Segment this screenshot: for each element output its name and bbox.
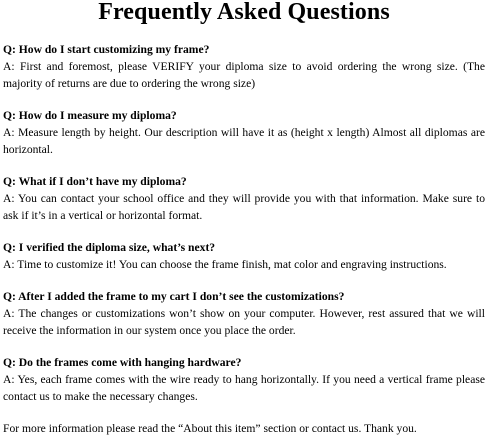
page-title: Frequently Asked Questions (98, 0, 390, 25)
faq-question: Q: Do the frames come with hanging hardware? (3, 356, 242, 369)
faq-answer: A: First and foremost, please VERIFY your diploma size to avoid ordering the wrong size. (The majority of returns are due to ordering the wrong size) (3, 60, 485, 90)
faq-answer: A: Measure length by height. Our description will have it as (height x length) Almost all diplomas are horizontal. (3, 126, 485, 156)
faq-item (3, 108, 485, 158)
faq-answer: A: Time to customize it! You can choose the frame finish, mat color and engraving instructions. (3, 258, 447, 271)
faq-question: Q: What if I don’t have my diploma? (3, 175, 187, 188)
faq-question: Q: How do I measure my diploma? (3, 109, 177, 122)
faq-item (3, 355, 485, 405)
faq-question: Q: How do I start customizing my frame? (3, 43, 210, 56)
footer-note: For more information please read the “About this item” section or contact us. Thank you. (3, 422, 417, 435)
faq-question: Q: I verified the diploma size, what’s next? (3, 241, 216, 254)
faq-item (3, 289, 485, 339)
faq-item (3, 174, 485, 224)
faq-item (3, 42, 485, 92)
faq-answer: A: You can contact your school office and they will provide you with that information. Make sure to ask if it’s in a vertical or horizontal format. (3, 192, 485, 222)
faq-item (3, 240, 485, 273)
faq-question: Q: After I added the frame to my cart I don’t see the customizations? (3, 290, 345, 303)
faq-list (3, 42, 485, 405)
faq-answer: A: Yes, each frame comes with the wire ready to hang horizontally. If you need a vertical frame please contact us to make the necessary changes. (3, 373, 485, 403)
faq-answer: A: The changes or customizations won’t show on your computer. However, rest assured that we will receive the information in our system once you place the order. (3, 307, 485, 337)
